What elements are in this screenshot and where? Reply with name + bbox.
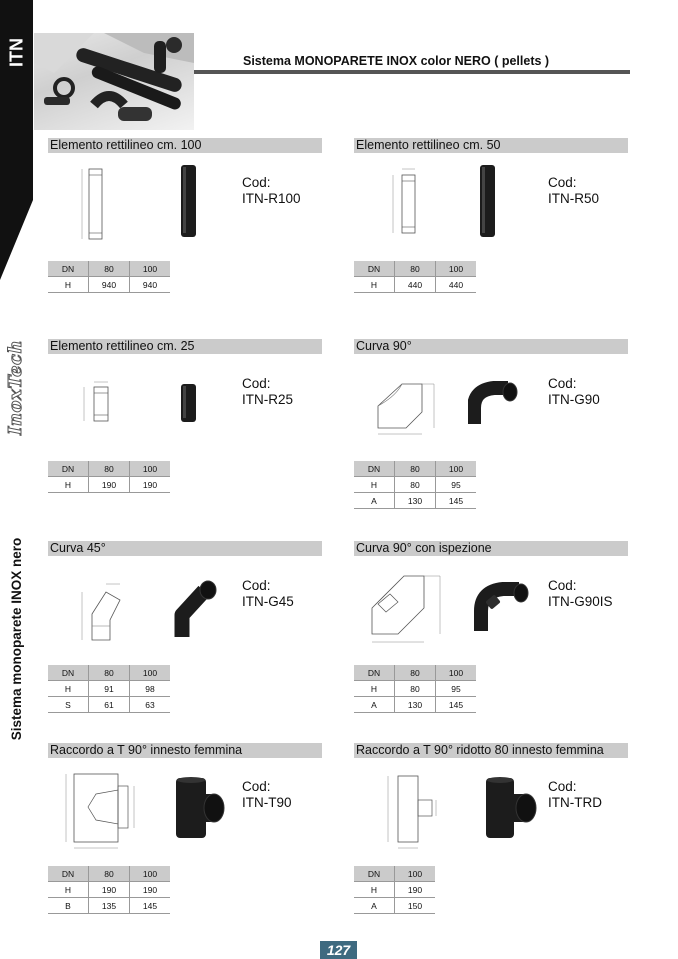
code-r25: ITN-R25 xyxy=(242,392,294,407)
product-title-r25: Elemento rettilineo cm. 25 xyxy=(48,339,322,354)
drawing-r25 xyxy=(78,378,118,426)
brand-tab: ITN xyxy=(6,38,27,67)
spec-table-t90: DN 80 100 H 190 190 B 135 145 xyxy=(48,866,170,914)
photo-g90 xyxy=(468,378,520,428)
cod-label-r50: Cod: xyxy=(548,175,577,190)
drawing-r50 xyxy=(385,165,425,237)
code-g90is: ITN-G90IS xyxy=(548,594,613,609)
photo-r50 xyxy=(477,163,499,239)
drawing-g90is xyxy=(364,572,454,648)
drawing-g90 xyxy=(372,376,442,440)
drawing-t90 xyxy=(60,770,140,850)
cod-label-t90: Cod: xyxy=(242,779,271,794)
drawing-trd xyxy=(380,770,446,850)
spec-table-g45: DN 80 100 H 91 98 S 61 63 xyxy=(48,665,170,713)
photo-g45 xyxy=(170,577,220,641)
page-number: 127 xyxy=(320,941,357,959)
inoxtech-logo: InoxTech xyxy=(5,339,26,435)
title-underline xyxy=(194,70,630,74)
drawing-g45 xyxy=(76,578,132,648)
photo-g90is xyxy=(473,577,531,635)
page-title: Sistema MONOPARETE INOX color NERO ( pellets ) xyxy=(243,54,550,68)
cod-label-r100: Cod: xyxy=(242,175,271,190)
spec-table-g90: DN 80 100 H 80 95 A 130 145 xyxy=(354,461,476,509)
header-product-photo xyxy=(34,33,194,130)
cod-label-g90: Cod: xyxy=(548,376,577,391)
product-title-g45: Curva 45° xyxy=(48,541,322,556)
product-title-r50: Elemento rettilineo cm. 50 xyxy=(354,138,628,153)
spec-table-g90is: DN 80 100 H 80 95 A 130 145 xyxy=(354,665,476,713)
cod-label-g45: Cod: xyxy=(242,578,271,593)
code-r50: ITN-R50 xyxy=(548,191,600,206)
drawing-r100 xyxy=(78,165,110,241)
cod-label-trd: Cod: xyxy=(548,779,577,794)
product-title-g90: Curva 90° xyxy=(354,339,628,354)
code-g45: ITN-G45 xyxy=(242,594,294,609)
product-title-trd: Raccordo a T 90° ridotto 80 innesto femmina xyxy=(354,743,628,758)
cod-label-g90is: Cod: xyxy=(548,578,577,593)
photo-t90 xyxy=(172,776,228,840)
photo-trd xyxy=(482,776,540,840)
product-title-g90is: Curva 90° con ispezione xyxy=(354,541,628,556)
code-t90: ITN-T90 xyxy=(242,795,292,810)
code-g90: ITN-G90 xyxy=(548,392,600,407)
code-r100: ITN-R100 xyxy=(242,191,301,206)
product-title-t90: Raccordo a T 90° innesto femmina xyxy=(48,743,322,758)
spec-table-r100: DN 80 100 H 940 940 xyxy=(48,261,170,293)
photo-r100 xyxy=(178,163,200,239)
spec-table-trd: DN 100 H 190 A 150 xyxy=(354,866,435,914)
photo-r25 xyxy=(178,382,200,424)
spec-table-r25: DN 80 100 H 190 190 xyxy=(48,461,170,493)
side-section-title: Sistema monoparete INOX nero xyxy=(9,537,24,741)
product-title-r100: Elemento rettilineo cm. 100 xyxy=(48,138,322,153)
code-trd: ITN-TRD xyxy=(548,795,602,810)
spec-table-r50: DN 80 100 H 440 440 xyxy=(354,261,476,293)
cod-label-r25: Cod: xyxy=(242,376,271,391)
